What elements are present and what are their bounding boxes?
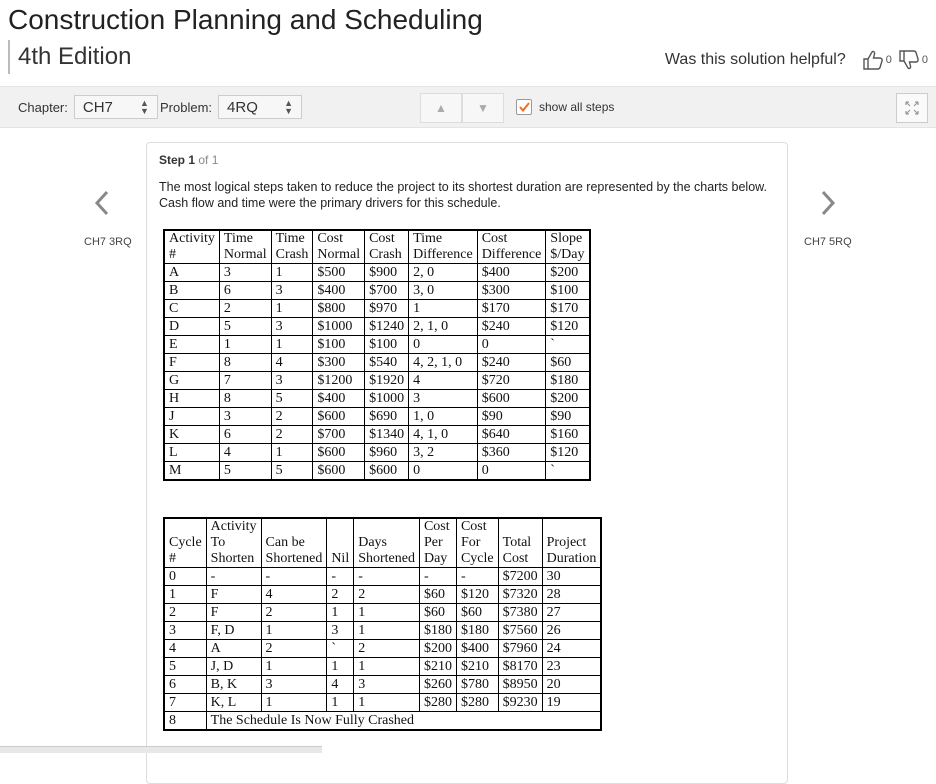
table-cell: 4 <box>261 586 327 604</box>
table-cell: 3, 0 <box>409 282 478 300</box>
table-cell: F <box>206 586 261 604</box>
table-row <box>164 694 601 712</box>
table-row <box>164 336 590 354</box>
step-heading <box>159 153 218 167</box>
helpful-question: Was this solution helpful? <box>664 51 846 68</box>
expand-icon <box>905 101 919 115</box>
table-cell: 1 <box>327 604 354 622</box>
table-cell: $7560 <box>498 622 542 640</box>
table-cell: 4 <box>219 444 271 462</box>
table-cell: 20 <box>542 676 601 694</box>
table-cell: 1 <box>271 264 313 282</box>
table-cell: $120 <box>546 318 590 336</box>
table-cell: $700 <box>365 282 409 300</box>
next-step-button[interactable] <box>462 93 504 123</box>
table-header-cell: Cost Per Day <box>419 518 456 568</box>
table-cell: H <box>164 390 219 408</box>
table-cell: 3 <box>271 282 313 300</box>
table-cell: 1 <box>271 336 313 354</box>
table-cell: 5 <box>219 462 271 481</box>
problem-select[interactable] <box>218 95 302 119</box>
table-cell: 1, 0 <box>409 408 478 426</box>
table-cell: 3 <box>271 318 313 336</box>
table-header-cell: Activity # <box>164 230 219 264</box>
table-cell: $600 <box>313 462 365 481</box>
previous-problem-link[interactable]: CH7 3RQ <box>84 236 132 248</box>
table-cell: K, L <box>206 694 261 712</box>
table-cell: $1200 <box>313 372 365 390</box>
table-cell: 2 <box>219 300 271 318</box>
table-cell: $170 <box>477 300 546 318</box>
table-row <box>164 586 601 604</box>
thumbs-up-icon <box>862 50 884 70</box>
table-cell: $210 <box>456 658 498 676</box>
table-row <box>164 390 590 408</box>
table-cell: - <box>419 568 456 586</box>
chevron-left-icon[interactable] <box>94 190 110 216</box>
table-cell: $280 <box>419 694 456 712</box>
table-row <box>164 462 590 481</box>
table-cell: $400 <box>313 390 365 408</box>
table-cell: $9230 <box>498 694 542 712</box>
table-cell: $800 <box>313 300 365 318</box>
table-cell: 2 <box>354 586 420 604</box>
table-row <box>164 354 590 372</box>
edition-label: 4th Edition <box>8 40 131 74</box>
table-cell: E <box>164 336 219 354</box>
table-cell: 8 <box>219 354 271 372</box>
table-cell: 1 <box>327 658 354 676</box>
table-cell: 23 <box>542 658 601 676</box>
thumbs-up-button[interactable] <box>862 50 892 70</box>
table-cell: $1000 <box>365 390 409 408</box>
table-cell: $500 <box>313 264 365 282</box>
table-cell: 5 <box>271 462 313 481</box>
table-cell: - <box>261 568 327 586</box>
table-row <box>164 408 590 426</box>
arrow-up-icon: ▲ <box>435 101 447 115</box>
arrow-down-icon: ▼ <box>477 101 489 115</box>
table-cell: 4 <box>164 640 206 658</box>
table-cell: $60 <box>456 604 498 622</box>
fullscreen-button[interactable] <box>896 93 928 123</box>
table-header-cell: Can be Shortened <box>261 518 327 568</box>
table-cell: 27 <box>542 604 601 622</box>
table-cell: $700 <box>313 426 365 444</box>
table-cell: 3 <box>164 622 206 640</box>
table-cell: $60 <box>419 586 456 604</box>
table-cell: L <box>164 444 219 462</box>
chapter-label: Chapter: <box>18 99 68 115</box>
table-cell: 8 <box>164 712 206 731</box>
problem-value: 4RQ <box>227 98 258 116</box>
table-cell: 4 <box>409 372 478 390</box>
table-cell: 5 <box>219 318 271 336</box>
table-cell: 1 <box>164 586 206 604</box>
table-cell: 2 <box>271 426 313 444</box>
table-cell: 4 <box>271 354 313 372</box>
table-cell: $1920 <box>365 372 409 390</box>
table-cell: 2 <box>354 640 420 658</box>
table-cell: M <box>164 462 219 481</box>
table-cell: 4, 2, 1, 0 <box>409 354 478 372</box>
table-cell: 1 <box>354 694 420 712</box>
table-cell: 3 <box>327 622 354 640</box>
table-cell: $600 <box>313 444 365 462</box>
table-cell: - <box>206 568 261 586</box>
table-cell: 1 <box>271 444 313 462</box>
table-header-cell: Time Crash <box>271 230 313 264</box>
table-cell: $600 <box>313 408 365 426</box>
table-row <box>164 426 590 444</box>
table-cell: $600 <box>477 390 546 408</box>
table-header-cell: Days Shortened <box>354 518 420 568</box>
table-cell: 1 <box>261 694 327 712</box>
table-cell: $90 <box>546 408 590 426</box>
table-cell: ` <box>327 640 354 658</box>
table-cell: G <box>164 372 219 390</box>
table-cell: $260 <box>419 676 456 694</box>
table-cell: 19 <box>542 694 601 712</box>
table-cell: $100 <box>365 336 409 354</box>
table-header-cell: Project Duration <box>542 518 601 568</box>
table-cell: $200 <box>419 640 456 658</box>
table-cell: $180 <box>419 622 456 640</box>
table-cell: J <box>164 408 219 426</box>
table-cell: $120 <box>546 444 590 462</box>
next-problem-link[interactable]: CH7 5RQ <box>804 236 852 248</box>
show-all-steps-label: show all steps <box>539 100 615 114</box>
table-cell: $300 <box>313 354 365 372</box>
table-cell: 1 <box>354 658 420 676</box>
table-header-cell: Cost Difference <box>477 230 546 264</box>
table-cell: 2 <box>271 408 313 426</box>
table-cell: 2 <box>164 604 206 622</box>
solution-card <box>146 142 788 784</box>
show-all-steps-toggle[interactable] <box>516 87 614 127</box>
chapter-value: CH7 <box>82 98 113 116</box>
table-cell: 5 <box>271 390 313 408</box>
table-cell: 3 <box>261 676 327 694</box>
table-cell: F <box>164 354 219 372</box>
table-cell: 3 <box>354 676 420 694</box>
table-cell: $180 <box>456 622 498 640</box>
table-cell: 0 <box>409 462 478 481</box>
table-cell: 3 <box>409 390 478 408</box>
table-header-cell: Activity To Shorten <box>206 518 261 568</box>
table-cell: $300 <box>477 282 546 300</box>
table-cell: J, D <box>206 658 261 676</box>
table-cell: 0 <box>477 462 546 481</box>
table-header-cell: Slope $/Day <box>546 230 590 264</box>
table-cell: $210 <box>419 658 456 676</box>
table-row <box>164 622 601 640</box>
table-header-row <box>164 230 590 264</box>
step-nav <box>420 93 504 123</box>
table-row <box>164 568 601 586</box>
table-cell: $60 <box>419 604 456 622</box>
table-cell: $170 <box>546 300 590 318</box>
checkmark-icon <box>519 102 530 112</box>
table-header-cell: Time Normal <box>219 230 271 264</box>
table-cell: 6 <box>164 676 206 694</box>
table-cell: $400 <box>477 264 546 282</box>
select-arrows-icon: ▲ ▼ <box>139 98 149 116</box>
crash-cycle-table <box>163 517 602 731</box>
table-cell: 1 <box>409 300 478 318</box>
table-cell: $360 <box>477 444 546 462</box>
table-cell: 4 <box>327 676 354 694</box>
table-cell: 1 <box>261 622 327 640</box>
helpful-widget <box>665 50 928 70</box>
table-cell: $240 <box>477 354 546 372</box>
table-cell: ` <box>546 336 590 354</box>
table-cell: $7200 <box>498 568 542 586</box>
table-cell: B <box>164 282 219 300</box>
table-cell: $970 <box>365 300 409 318</box>
chapter-select[interactable] <box>74 95 158 119</box>
step-count: of 1 <box>198 153 219 167</box>
table-cell: $90 <box>477 408 546 426</box>
table-cell: ` <box>546 462 590 481</box>
select-arrows-icon: ▲ ▼ <box>284 98 294 116</box>
table-row <box>164 282 590 300</box>
thumbs-up-count: 0 <box>885 54 892 66</box>
table-cell: 3 <box>271 372 313 390</box>
table-cell: 2, 1, 0 <box>409 318 478 336</box>
table-cell: 7 <box>164 694 206 712</box>
table-cell: 1 <box>271 300 313 318</box>
table-cell: 28 <box>542 586 601 604</box>
table-row <box>164 658 601 676</box>
table-cell: 30 <box>542 568 601 586</box>
table-cell: $200 <box>546 390 590 408</box>
table-cell: $120 <box>456 586 498 604</box>
table-cell: $900 <box>365 264 409 282</box>
table-row <box>164 444 590 462</box>
table-cell: 6 <box>219 282 271 300</box>
table-row <box>164 640 601 658</box>
thumbs-down-count: 0 <box>921 54 928 66</box>
table-cell: 5 <box>164 658 206 676</box>
table-cell: $180 <box>546 372 590 390</box>
table-cell: 2 <box>261 640 327 658</box>
table-cell: 0 <box>409 336 478 354</box>
table-cell: $7960 <box>498 640 542 658</box>
table-cell: C <box>164 300 219 318</box>
table-header-cell: Cost Normal <box>313 230 365 264</box>
table-cell: - <box>456 568 498 586</box>
table-header-row <box>164 518 601 568</box>
table-cell: $690 <box>365 408 409 426</box>
table-row <box>164 264 590 282</box>
table-cell: 4, 1, 0 <box>409 426 478 444</box>
step-label: Step 1 <box>159 153 196 167</box>
table-cell: 1 <box>261 658 327 676</box>
table-cell: $160 <box>546 426 590 444</box>
table-cell: - <box>354 568 420 586</box>
table-row <box>164 676 601 694</box>
table-cell: $100 <box>313 336 365 354</box>
book-title: Construction Planning and Scheduling <box>8 4 483 35</box>
table-header-cell: Nil <box>327 518 354 568</box>
table-cell: 7 <box>219 372 271 390</box>
table-cell: B, K <box>206 676 261 694</box>
table-cell: $1340 <box>365 426 409 444</box>
show-all-steps-checkbox[interactable] <box>516 99 532 115</box>
table-row-final <box>164 712 601 731</box>
table-row <box>164 300 590 318</box>
chevron-right-icon[interactable] <box>820 190 836 216</box>
table-cell: 24 <box>542 640 601 658</box>
table-cell: 6 <box>219 426 271 444</box>
table-cell: 2 <box>261 604 327 622</box>
table-header-cell: Total Cost <box>498 518 542 568</box>
table-cell: $400 <box>456 640 498 658</box>
table-row <box>164 372 590 390</box>
thumbs-down-button[interactable] <box>898 50 928 70</box>
table-cell: 3 <box>219 264 271 282</box>
table-cell: $720 <box>477 372 546 390</box>
table-cell: $7380 <box>498 604 542 622</box>
table-cell: $200 <box>546 264 590 282</box>
table-cell: $280 <box>456 694 498 712</box>
table-header-cell: Cycle # <box>164 518 206 568</box>
table-row <box>164 604 601 622</box>
table-cell: $60 <box>546 354 590 372</box>
table-cell-final-note: The Schedule Is Now Fully Crashed <box>206 712 601 731</box>
table-cell: $1240 <box>365 318 409 336</box>
table-cell: 8 <box>219 390 271 408</box>
table-header-cell: Cost For Cycle <box>456 518 498 568</box>
thumbs-down-icon <box>898 50 920 70</box>
table-header-cell: Time Difference <box>409 230 478 264</box>
table-cell: K <box>164 426 219 444</box>
previous-step-button[interactable] <box>420 93 462 123</box>
table-cell: 1 <box>219 336 271 354</box>
table-cell: $540 <box>365 354 409 372</box>
table-cell: $960 <box>365 444 409 462</box>
table-cell: A <box>164 264 219 282</box>
table-cell: 2, 0 <box>409 264 478 282</box>
table-cell: $1000 <box>313 318 365 336</box>
table-cell: F, D <box>206 622 261 640</box>
table-cell: $8950 <box>498 676 542 694</box>
table-cell: 26 <box>542 622 601 640</box>
table-cell: $780 <box>456 676 498 694</box>
table-cell: $8170 <box>498 658 542 676</box>
step-description: The most logical steps taken to reduce the project to its shortest duration are represented by the charts below. Cash flow and time were the primary drivers for this schedule. <box>159 180 767 210</box>
toolbar <box>0 86 936 128</box>
table-cell: D <box>164 318 219 336</box>
table-cell: $100 <box>546 282 590 300</box>
table-cell: $600 <box>365 462 409 481</box>
table-cell: $7320 <box>498 586 542 604</box>
table-cell: F <box>206 604 261 622</box>
table-cell: 0 <box>477 336 546 354</box>
table-cell: 1 <box>354 622 420 640</box>
table-cell: 1 <box>354 604 420 622</box>
table-cell: A <box>206 640 261 658</box>
crash-cost-table <box>163 229 591 481</box>
problem-label: Problem: <box>160 99 213 115</box>
table-row <box>164 318 590 336</box>
table-cell: 2 <box>327 586 354 604</box>
table-cell: 1 <box>327 694 354 712</box>
table-cell: 3, 2 <box>409 444 478 462</box>
table-cell: - <box>327 568 354 586</box>
table-cell: $640 <box>477 426 546 444</box>
table-cell: 0 <box>164 568 206 586</box>
table-cell: $240 <box>477 318 546 336</box>
table-cell: $400 <box>313 282 365 300</box>
table-cell: 3 <box>219 408 271 426</box>
table-header-cell: Cost Crash <box>365 230 409 264</box>
